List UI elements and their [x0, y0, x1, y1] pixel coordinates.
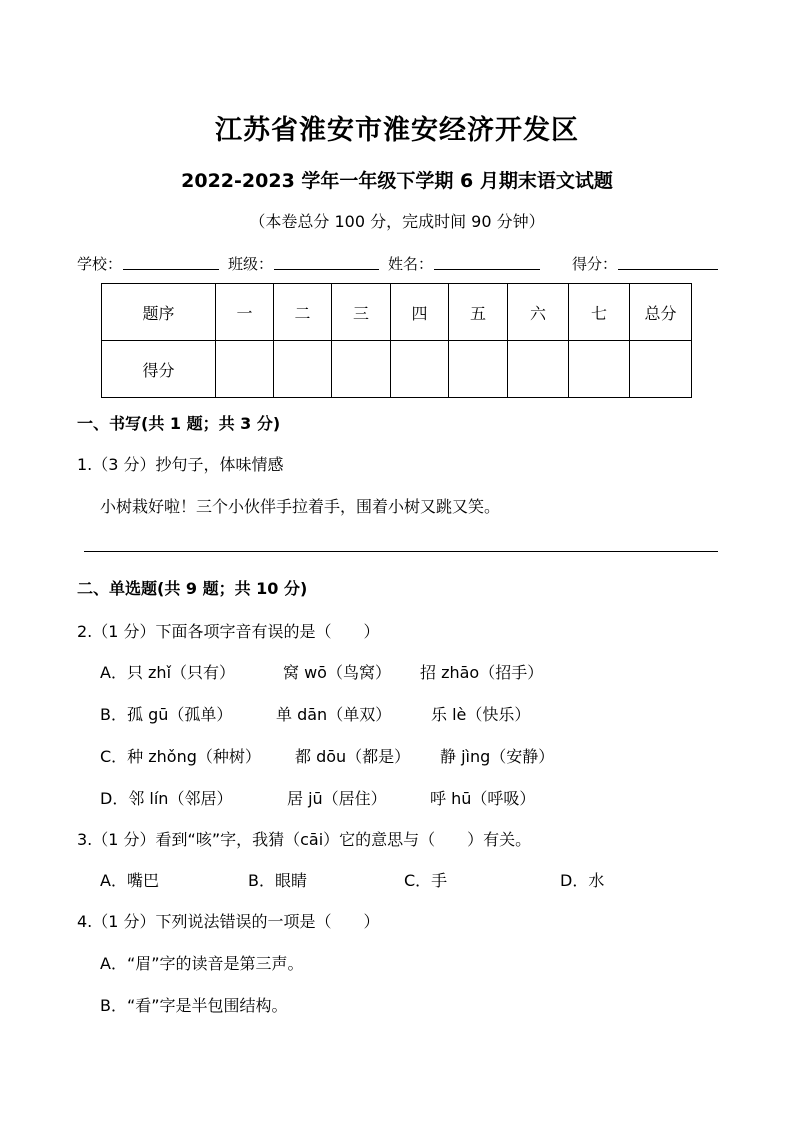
- score-table-header-row: [102, 284, 692, 341]
- score-cell[interactable]: [216, 341, 274, 398]
- option-b[interactable]: B．眼睛: [248, 871, 307, 890]
- question-4-stem: 4.（1 分）下列说法错误的一项是（ ）: [77, 912, 380, 931]
- option-a[interactable]: A．嘴巴: [100, 871, 159, 890]
- table-cell: 总分: [630, 284, 692, 341]
- score-blank[interactable]: [618, 269, 718, 270]
- question-2-stem: 2.（1 分）下面各项字音有误的是（ ）: [77, 622, 380, 641]
- option-d[interactable]: D．水: [560, 871, 605, 890]
- table-cell: 题序: [102, 284, 216, 341]
- question-3-stem: 3.（1 分）看到“咳”字，我猜（cāi）它的意思与（ ）有关。: [77, 830, 532, 849]
- option-b-3: 乐 lè（快乐）: [431, 705, 531, 724]
- option-a-1[interactable]: A．只 zhǐ（只有）: [100, 663, 236, 682]
- class-blank[interactable]: [274, 269, 379, 270]
- exam-title: 江苏省淮安市淮安经济开发区: [215, 115, 579, 146]
- option-d-2: 居 jū（居住）: [287, 789, 387, 808]
- school-blank[interactable]: [123, 269, 219, 270]
- class-label: 班级：: [228, 255, 274, 273]
- score-table: [101, 283, 692, 398]
- table-cell: 六: [508, 284, 569, 341]
- option-c-3: 静 jìng（安静）: [440, 747, 555, 766]
- option-a-2: 窝 wō（鸟窝）: [283, 663, 391, 682]
- exam-note: （本卷总分 100 分，完成时间 90 分钟）: [249, 212, 545, 231]
- table-cell: 七: [569, 284, 630, 341]
- score-cell[interactable]: [274, 341, 332, 398]
- option-a[interactable]: A．“眉”字的读音是第三声。: [100, 954, 304, 973]
- option-d-3: 呼 hū（呼吸）: [430, 789, 536, 808]
- option-c-2: 都 dōu（都是）: [295, 747, 411, 766]
- question-1-stem: 1.（3 分）抄句子，体味情感: [77, 455, 284, 474]
- score-cell[interactable]: [449, 341, 508, 398]
- table-cell: 一: [216, 284, 274, 341]
- table-cell: 三: [332, 284, 391, 341]
- option-c[interactable]: C．手: [404, 871, 448, 890]
- score-cell[interactable]: [332, 341, 391, 398]
- score-cell[interactable]: [508, 341, 569, 398]
- option-c-1[interactable]: C．种 zhǒng（种树）: [100, 747, 261, 766]
- table-cell: 得分: [102, 341, 216, 398]
- score-cell[interactable]: [391, 341, 449, 398]
- option-d-1[interactable]: D．邻 lín（邻居）: [100, 789, 233, 808]
- score-label: 得分：: [572, 255, 618, 273]
- exam-subtitle: 2022-2023 学年一年级下学期 6 月期末语文试题: [181, 170, 613, 192]
- option-b[interactable]: B．“看”字是半包围结构。: [100, 996, 288, 1015]
- option-a-3: 招 zhāo（招手）: [420, 663, 544, 682]
- score-cell[interactable]: [569, 341, 630, 398]
- table-cell: 二: [274, 284, 332, 341]
- option-b-1[interactable]: B．孤 gū（孤单）: [100, 705, 233, 724]
- table-cell: 四: [391, 284, 449, 341]
- name-blank[interactable]: [434, 269, 540, 270]
- option-b-2: 单 dān（单双）: [276, 705, 392, 724]
- school-label: 学校：: [77, 255, 123, 273]
- score-cell[interactable]: [630, 341, 692, 398]
- name-label: 姓名：: [388, 255, 434, 273]
- section-1-title: 一、书写(共 1 题；共 3 分): [77, 414, 281, 433]
- question-1-text: 小树栽好啦！三个小伙伴手拉着手，围着小树又跳又笑。: [100, 497, 501, 516]
- answer-line[interactable]: [84, 551, 718, 552]
- score-table-score-row: [102, 341, 692, 398]
- table-cell: 五: [449, 284, 508, 341]
- section-2-title: 二、单选题(共 9 题；共 10 分): [77, 579, 308, 598]
